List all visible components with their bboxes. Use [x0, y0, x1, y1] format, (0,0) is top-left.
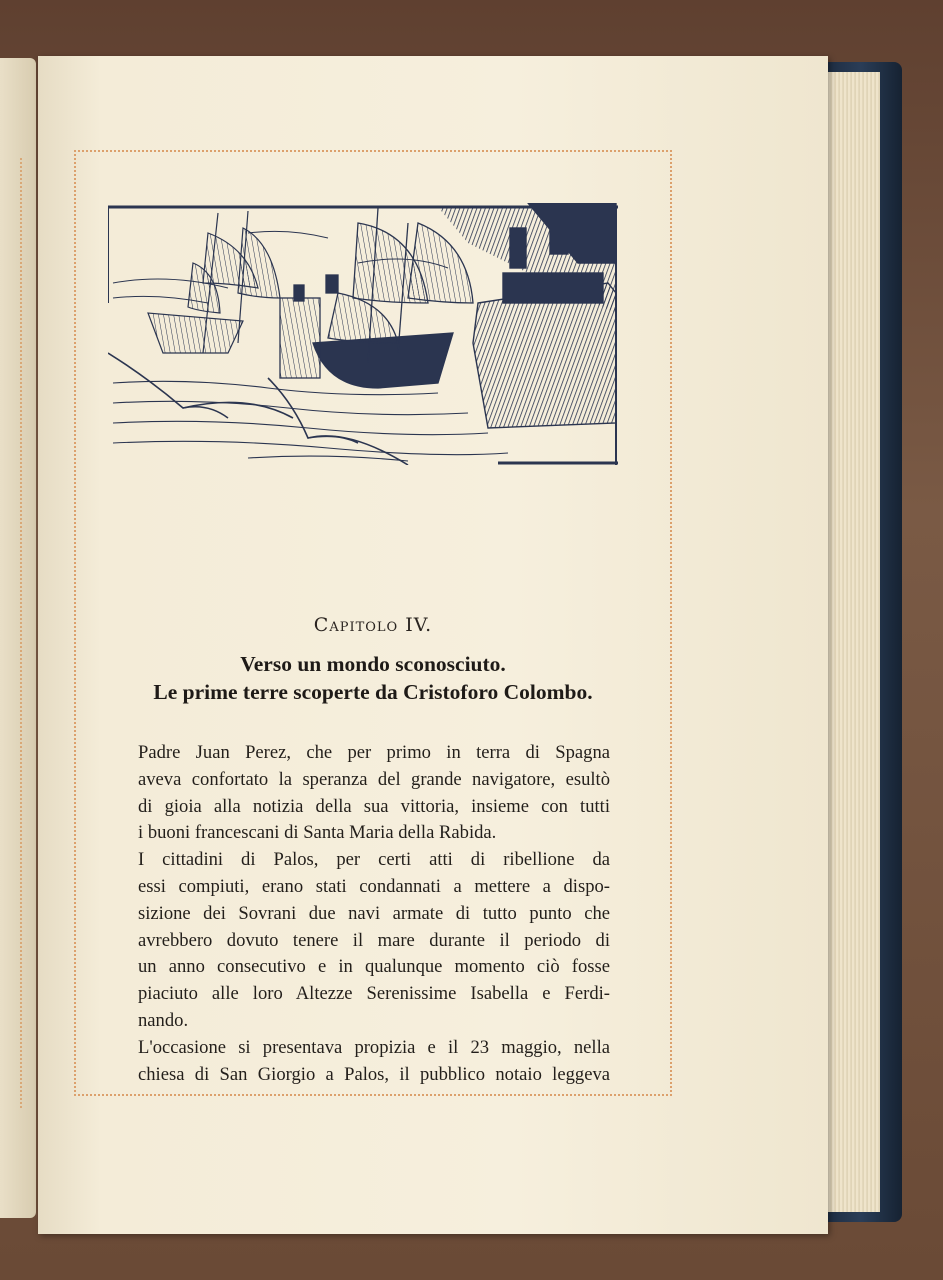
- chapter-title-line-2: Le prime terre scoperte da Cristoforo Colombo.: [153, 680, 593, 704]
- text-line: sizione dei Sovrani due navi armate di tutto punto che: [138, 902, 610, 924]
- text-line: un anno consecutivo e in qualunque momento ciò fosse: [138, 956, 610, 978]
- text-line: Padre Juan Perez, che per primo in terra di Spagna: [138, 742, 610, 763]
- text-line: essi compiuti, erano stati condannati a mettere a dispo-: [138, 875, 610, 897]
- chapter-heading: Capitolo IV.: [313, 614, 433, 636]
- body-text: [138, 740, 610, 1088]
- text-line: i buoni francescani di Santa Maria della Rabida.: [138, 822, 497, 844]
- text-line: di gioia alla notizia della sua vittoria, insieme con tutti: [138, 795, 610, 817]
- text-line: chiesa di San Giorgio a Palos, il pubblico notaio leggeva: [138, 1063, 610, 1085]
- chapter-title-line-1: Verso un mondo sconosciuto.: [240, 652, 506, 676]
- text-line: aveva confortato la speranza del grande navigatore, esultò: [138, 768, 610, 790]
- text-line: piaciuto alle loro Altezze Serenissime Isabella e Ferdi-: [138, 983, 610, 1005]
- woodcut-ships-illustration: [108, 203, 618, 465]
- text-line: avrebbero dovuto tenere il mare durante il periodo di: [138, 929, 610, 951]
- text-line: nando.: [138, 1009, 189, 1031]
- chapter-title: [74, 650, 672, 706]
- text-line: L'occasione si presentava propizia e il 23 maggio, nella: [138, 1036, 610, 1058]
- previous-page-edge: [0, 58, 36, 1218]
- text-line: I cittadini di Palos, per certi atti di ribellione da: [138, 849, 610, 871]
